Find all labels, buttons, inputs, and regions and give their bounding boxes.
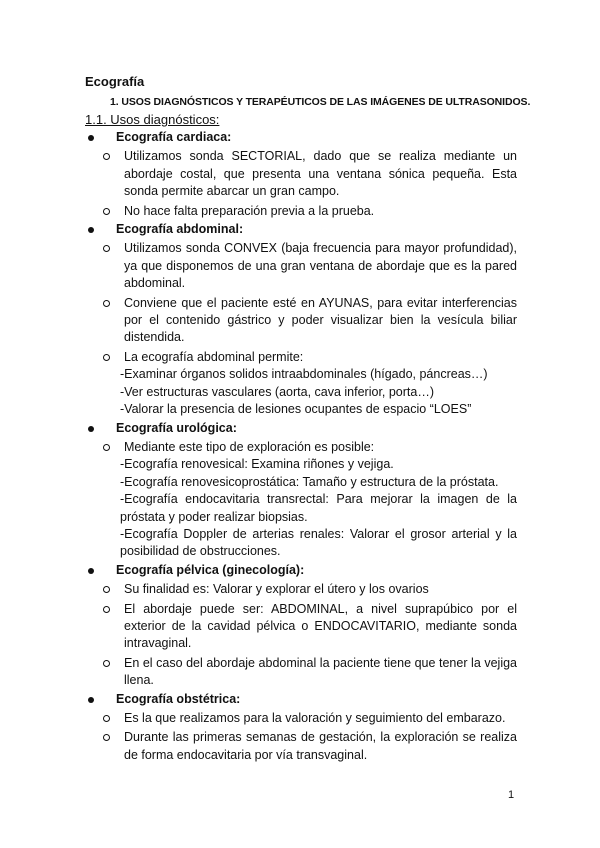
circle-bullet-icon: [103, 606, 110, 613]
circle-bullet-icon: [103, 245, 110, 252]
sub-list-item: [85, 240, 517, 292]
detail-line: -Examinar órganos solidos intraabdominales (hígado, páncreas…): [120, 367, 488, 382]
sub-list-item-text: El abordaje puede ser: ABDOMINAL, a nivel suprapúbico por el exterior de la cavidad pélvica o ENDOCAVITARIO, mediante sonda intravaginal.: [124, 601, 517, 651]
circle-bullet-icon: [103, 300, 110, 307]
sub-list-item: [85, 148, 517, 200]
list-item-heading: Ecografía abdominal:: [116, 222, 244, 237]
sub-list-item-text: Es la que realizamos para la valoración y seguimiento del embarazo.: [124, 711, 506, 725]
sub-list-item: [85, 729, 517, 764]
detail-line: -Ecografía endocavitaria transrectal: Para mejorar la imagen de la próstata y poder realizar biopsias.: [120, 492, 517, 524]
bullet-icon: [88, 135, 94, 141]
list-item: [85, 691, 517, 708]
list-item: [85, 420, 517, 437]
bullet-icon: [88, 697, 94, 703]
detail-line: -Ver estructuras vasculares (aorta, cava inferior, porta…): [120, 384, 435, 399]
document-title: Ecografía: [85, 74, 145, 89]
page-number: 1: [508, 789, 515, 801]
sub-list-item-text: La ecografía abdominal permite:: [124, 349, 304, 364]
document-body: [85, 128, 517, 764]
sub-list-item: [85, 655, 517, 690]
list-item-heading: Ecografía cardiaca:: [116, 130, 232, 144]
sub-list-item: [85, 439, 517, 456]
circle-bullet-icon: [103, 586, 110, 593]
circle-bullet-icon: [103, 444, 110, 451]
sub-list-item: [85, 710, 517, 727]
sub-list-item-text: Durante las primeras semanas de gestación, la exploración se realiza de forma endocavitaria por vía transvaginal.: [124, 730, 517, 762]
list-item-heading: Ecografía obstétrica:: [116, 691, 241, 706]
detail-line: -Ecografía Doppler de arterias renales: Valorar el grosor arterial y la posibilidad de obstrucciones.: [120, 526, 517, 559]
sub-list-item-text: Utilizamos sonda CONVEX (baja frecuencia para mayor profundidad), ya que disponemos de una gran ventana de abordaje que es la pared abdominal.: [124, 241, 517, 291]
bullet-icon: [88, 568, 94, 574]
sub-list-item-text: Conviene que el paciente esté en AYUNAS, para evitar interferencias por el contenido gástrico y poder visualizar bien la vesícula biliar distendida.: [124, 295, 517, 345]
list-item-heading: Ecografía urológica:: [116, 420, 237, 435]
detail-line: -Valorar la presencia de lesiones ocupantes de espacio “LOES”: [120, 402, 472, 417]
circle-bullet-icon: [103, 660, 110, 667]
list-item: [85, 221, 517, 238]
list-item: [85, 562, 517, 579]
circle-bullet-icon: [103, 715, 110, 722]
sub-list-item-text: Utilizamos sonda SECTORIAL, dado que se realiza mediante un abordaje costal, que presenta una ventana sónica pequeña. Esta sonda permite abarcar un gran campo.: [124, 149, 517, 199]
circle-bullet-icon: [103, 208, 110, 215]
detail-line: -Ecografía renovesical: Examina riñones y vejiga.: [120, 457, 394, 472]
circle-bullet-icon: [103, 354, 110, 361]
list-item: [85, 129, 517, 146]
circle-bullet-icon: [103, 153, 110, 160]
bullet-icon: [88, 426, 94, 432]
sub-list-item-text: En el caso del abordaje abdominal la paciente tiene que tener la vejiga llena.: [124, 655, 517, 688]
sub-list-item: [85, 203, 517, 220]
sub-list-item: [85, 349, 517, 366]
list-item-heading: Ecografía pélvica (ginecología):: [116, 562, 305, 577]
detail-line: -Ecografía renovesicoprostática: Tamaño y estructura de la próstata.: [120, 474, 499, 489]
circle-bullet-icon: [103, 734, 110, 741]
subsection-heading: 1.1. Usos diagnósticos:: [85, 112, 220, 127]
sub-list-item: [85, 295, 517, 347]
sub-list-item-text: Su finalidad es: Valorar y explorar el útero y los ovarios: [124, 582, 429, 597]
sub-list-item-text: No hace falta preparación previa a la prueba.: [124, 203, 375, 218]
section-heading: 1. USOS DIAGNÓSTICOS Y TERAPÉUTICOS DE LAS IMÁGENES DE ULTRASONIDOS.: [110, 96, 531, 108]
bullet-icon: [88, 227, 94, 233]
sub-list-item-text: Mediante este tipo de exploración es posible:: [124, 439, 375, 454]
sub-list-item: [85, 601, 517, 653]
sub-list-item: [85, 581, 517, 598]
